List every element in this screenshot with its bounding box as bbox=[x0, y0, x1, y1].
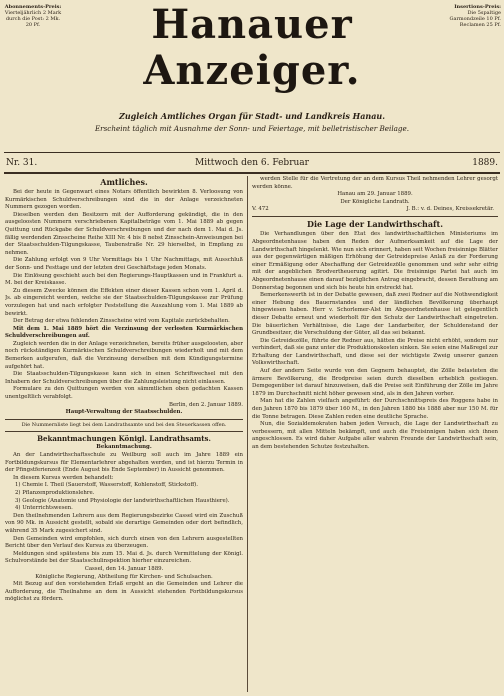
paragraph: In diesem Kursus werden behandelt: bbox=[13, 474, 114, 481]
sidebar-right-line-1: Die 5spaltige Garmondzeile 10 Pf. bbox=[449, 10, 501, 22]
top-rule bbox=[4, 152, 500, 153]
left-column bbox=[5, 176, 243, 694]
issue-number: Nr. 31. bbox=[6, 158, 38, 168]
place-date: Hanau am 29. Januar 1889. bbox=[337, 191, 413, 198]
paragraph: Auf der andern Seite wurde von den Gegnern behauptet, die Zölle belasteten die ärmere Bevölkerung, die Brodpreise seien durch dieselben erheblich gestiegen. Demgegenüber ist darauf hinzuweisen, daß die Preise seit Einführung der Zölle im Jahre 1879 im Durchschnitt nicht höher gewesen sind, als in den Jahren vorher. bbox=[252, 368, 498, 397]
reference-line bbox=[252, 206, 498, 214]
column-separator bbox=[247, 176, 248, 692]
paragraph: Zu diesem Zwecke können die Effekten einer dieser Kassen schon vom 1. April d. Js. ab eingereicht werden, welche sie der Staatsschulden-Tilgungskasse zur Prüfung vorzulegen hat und nach erfolgter Feststellung die Auszahlung vom 1. Mai 1889 ab bewirkt. bbox=[5, 287, 243, 317]
list-item: 3) Geologie (Anatomie und Physiologie der landwirthschaftlichen Hausthiere). bbox=[15, 497, 230, 504]
paragraph: Den Gemeinden wird empfohlen, sich durch einen von den Lehrern ausgestellten Bericht über den Verlauf des Kursus zu überzeugen. bbox=[5, 535, 243, 550]
signature: Königliche Regierung, Abtheilung für Kirchen- und Schulsachen. bbox=[35, 573, 213, 580]
masthead-subtitle-1: Zugleich Amtliches Organ für Stadt- und Landkreis Hanau. bbox=[118, 111, 386, 121]
issue-year: 1889. bbox=[472, 158, 498, 168]
paragraph: An der Landwirthschaftsschule zu Weilburg soll auch im Jahre 1889 ein Fortbildungskursus für Elementarlehrer abgehalten werden, und ist hierzu Termin in der Pfingstferienzeit (Ende August bis Ende September) in Aussicht genommen. bbox=[5, 452, 243, 474]
issue-date: Mittwoch den 6. Februar bbox=[195, 158, 309, 168]
sidebar-left-line-2: durch die Post: 2 Mk. 20 Pf. bbox=[5, 16, 61, 28]
paragraph: Nun, die Sozialdemokraten haben jeden Versuch, die Lage der Landwirthschaft zu verbessern, mit allen Mitteln bekämpft, und auch die Freisinnigen haben sich ihnen angeschlossen. Es wird daher Aufgabe aller wahren Freunde der Landwirthschaft sein, an dem bestehenden Schutze festzuhalten. bbox=[252, 421, 498, 450]
paragraph: Die Einlösung geschieht auch bei den Regierungs-Hauptkassen und in Frankfurt a. M. bei der Kreiskasse. bbox=[5, 272, 243, 287]
signature: Der Königliche Landrath. bbox=[340, 198, 410, 205]
dateline-rule bbox=[4, 172, 500, 174]
paragraph: Die Verhandlungen über den Etat des landwirthschaftlichen Ministeriums im Abgeordnetenhause haben den Reden der Aufmerksamkeit auf die Lage der Landwirthschaft hingelenkt. Wie nun sich erinnert, haben seit Wochen freisinnige Blätter aus der gegenwärtigen mäßigen Erhöhung der Getreidepreise Anlaß zu der Forderung einer Ermäßigung oder Abschaffung der Getreidezölle genommen und sehr sehr eifrig mit der angeblichen Brodvertheuerung agitirt. Die freisinnige Partei hat auch im Abgeordnetenhause einen darauf bezüglichen Antrag eingebracht, dessen Berathung am Donnerstag begonnen und sich bis heute hin erstreckt hat. bbox=[252, 231, 498, 291]
list-item: 2) Pflanzenproduktionslehre. bbox=[15, 489, 95, 496]
paragraph: Zugleich werden die in der Anlage verzeichneten, bereits früher ausgeloosten, aber noch rückständigen Kurmärkischen Schuldverschreibungen wiederholt und mit dem Bemerken aufgerufen, daß die Verzinsung derselben mit dem Kündigungstermine aufgehört hat. bbox=[5, 340, 243, 370]
list-item: 1) Chemie I. Theil (Sauerstoff, Wasserstoff, Kohlenstoff, Stickstoff). bbox=[15, 482, 198, 489]
divider bbox=[5, 419, 243, 420]
list-item: 4) Unterrichtswesen. bbox=[15, 505, 73, 512]
dateline bbox=[6, 156, 498, 170]
paragraph: Der Betrag der etwa fehlenden Zinsscheine wird vom Kapitale zurückbehalten. bbox=[13, 318, 230, 325]
paragraph: Mit dem 1. Mai 1889 hört die Verzinsung der verlosten Kurmärkischen Schuldverschreibungen auf. bbox=[5, 325, 243, 340]
subheading-bekanntmachung: Bekanntmachung. bbox=[96, 444, 152, 451]
paragraph: Dieselben werden den Besitzern mit der Aufforderung gekündigt, die in den ausgeloosten Nummern verschriebenen Kapitalbeträge vom 1. Mai 1889 ab gegen Quittung und Rückgabe der Schuldverschreibungen und der nach dem 1. Mai d. Js. fällig werdenden Zinsscheine Reihe XIII Nr. 4 bis 8 nebst Zinsschein-Anweisungen bei der Staatsschulden-Tilgungskasse, Taubenstraße Nr. 29 hierselbst, in Empfang zu nehmen. bbox=[5, 211, 243, 256]
paragraph: Formulare zu den Quittungen werden von sämmtlichen oben gedachten Kassen unentgeltlich verabfolgt. bbox=[5, 386, 243, 401]
sidebar-left-title: Abonnements-Preis: bbox=[4, 4, 62, 10]
paragraph: Man hat die Zahlen vielfach angeführt: der Durchschnittspreis des Roggens habe in den Jahren 1870 bis 1879 über 160 M., in den Jahren 1880 bis 1888 aber nur 150 M. für die Tonne betragen. Diese Zahlen reden eine deutliche Sprache. bbox=[252, 398, 498, 420]
place-date: Cassel, den 14. Januar 1889. bbox=[84, 565, 164, 572]
place-date: Berlin, den 2. Januar 1889. bbox=[168, 401, 243, 408]
signature: Haupt-Verwaltung der Staatsschulden. bbox=[65, 409, 183, 416]
masthead-title: Hanauer Anzeiger. bbox=[143, 1, 361, 94]
paragraph: werden Stelle für die Vertretung der an dem Kursus Theil nehmenden Lehrer gesorgt werden könne. bbox=[252, 176, 498, 190]
paragraph: Die Getreidezölle, führte der Redner aus, hätten die Preise nicht erhöht, sondern nur verhindert, daß sie ganz unter die Produktionskosten sinken. Sie seien eine Maßregel zur Erhaltung der Landwirthschaft, und diese sei der wichtigste Zweig unserer ganzen Volkswirthschaft. bbox=[252, 337, 498, 367]
masthead-subtitle-2: Erscheint täglich mit Ausnahme der Sonn- und Feiertage, mit belletristischer Beilage. bbox=[94, 124, 410, 133]
heading-bekanntmachungen: Bekanntmachungen Königl. Landrathsamts. bbox=[37, 434, 211, 444]
note: Die Nummernliste liegt bei dem Landrathsamte und bei den Steuerkassen offen. bbox=[21, 421, 227, 428]
heading-amtliches: Amtliches. bbox=[100, 177, 148, 187]
paragraph: Die Staatsschulden-Tilgungskasse kann sich in einen Schriftwechsel mit den Inhabern der Schuldverschreibungen über die Zahlungsleistung nicht einlassen. bbox=[5, 371, 243, 385]
divider bbox=[252, 216, 498, 217]
paragraph: Die Zahlung erfolgt von 9 Uhr Vormittags bis 1 Uhr Nachmittags, mit Ausschluß der Sonn- und Festtage und der letzten drei Geschäftstage jeden Monats. bbox=[5, 257, 243, 271]
paragraph: Den theilnehmenden Lehrern aus dem Regierungsbezirke Cassel wird ein Zuschuß von 90 Mk. in Aussicht gestellt, sobald sie derartige Gemeinden oder dort befindlich, während 35 Mark zugesichert sind. bbox=[5, 512, 243, 534]
divider bbox=[5, 431, 243, 432]
paragraph: Bemerkenswerth ist in der Debatte gewesen, daß zwei Redner auf die Nothwendigkeit einer Hebung des Bauernstandes und der ländlichen Bevölkerung überhaupt hingewiesen haben. Herr v. Schorlemer-Alst im Abgeordnetenhause ist gelegentlich dieser Debatte erneut und wiederholt für den Schutz der Landwirthschaft eingetreten. Die bäuerlichen Verhältnisse, die Lage der Landarbeiter, der Schuldenstand der Grundbesitzer, die Verschuldung der Güter, all das sei bekannt. bbox=[252, 292, 498, 337]
paragraph: Bei der heute in Gegenwart eines Notars öffentlich bewirkten 8. Verloosung von Kurmärkischen Schuldverschreibungen sind die in der Anlage verzeichneten Nummern gezogen worden. bbox=[5, 189, 243, 211]
paragraph: Meldungen sind spätestens bis zum 15. Mai d. Js. durch Vermittelung der Königl. Schulvorstände bei der Staatsschulinspektion hierher einzureichen. bbox=[5, 550, 243, 565]
right-column bbox=[252, 176, 498, 694]
paragraph: Mit Bezug auf den vorstehenden Erlaß ergeht an die Gemeinden und Lehrer die Aufforderung, die Theilnahme an dem in Aussicht stehenden Fortbildungskursus möglichst zu fördern. bbox=[5, 581, 243, 603]
sidebar-right bbox=[443, 4, 501, 28]
ref-signature: J. B.: v. d. Deines, Kreissekretär. bbox=[406, 206, 494, 213]
ref-number: V. 472 bbox=[252, 206, 269, 213]
sidebar-right-title: Insertions-Preis: bbox=[454, 4, 501, 10]
sidebar-left-line-1: Vierteljährlich 2 Mark bbox=[4, 10, 62, 16]
heading-landwirthschaft: Die Lage der Landwirthschaft. bbox=[307, 219, 443, 230]
sidebar-left bbox=[3, 4, 63, 28]
sidebar-right-line-2: Reclamen 25 Pf. bbox=[459, 22, 501, 28]
